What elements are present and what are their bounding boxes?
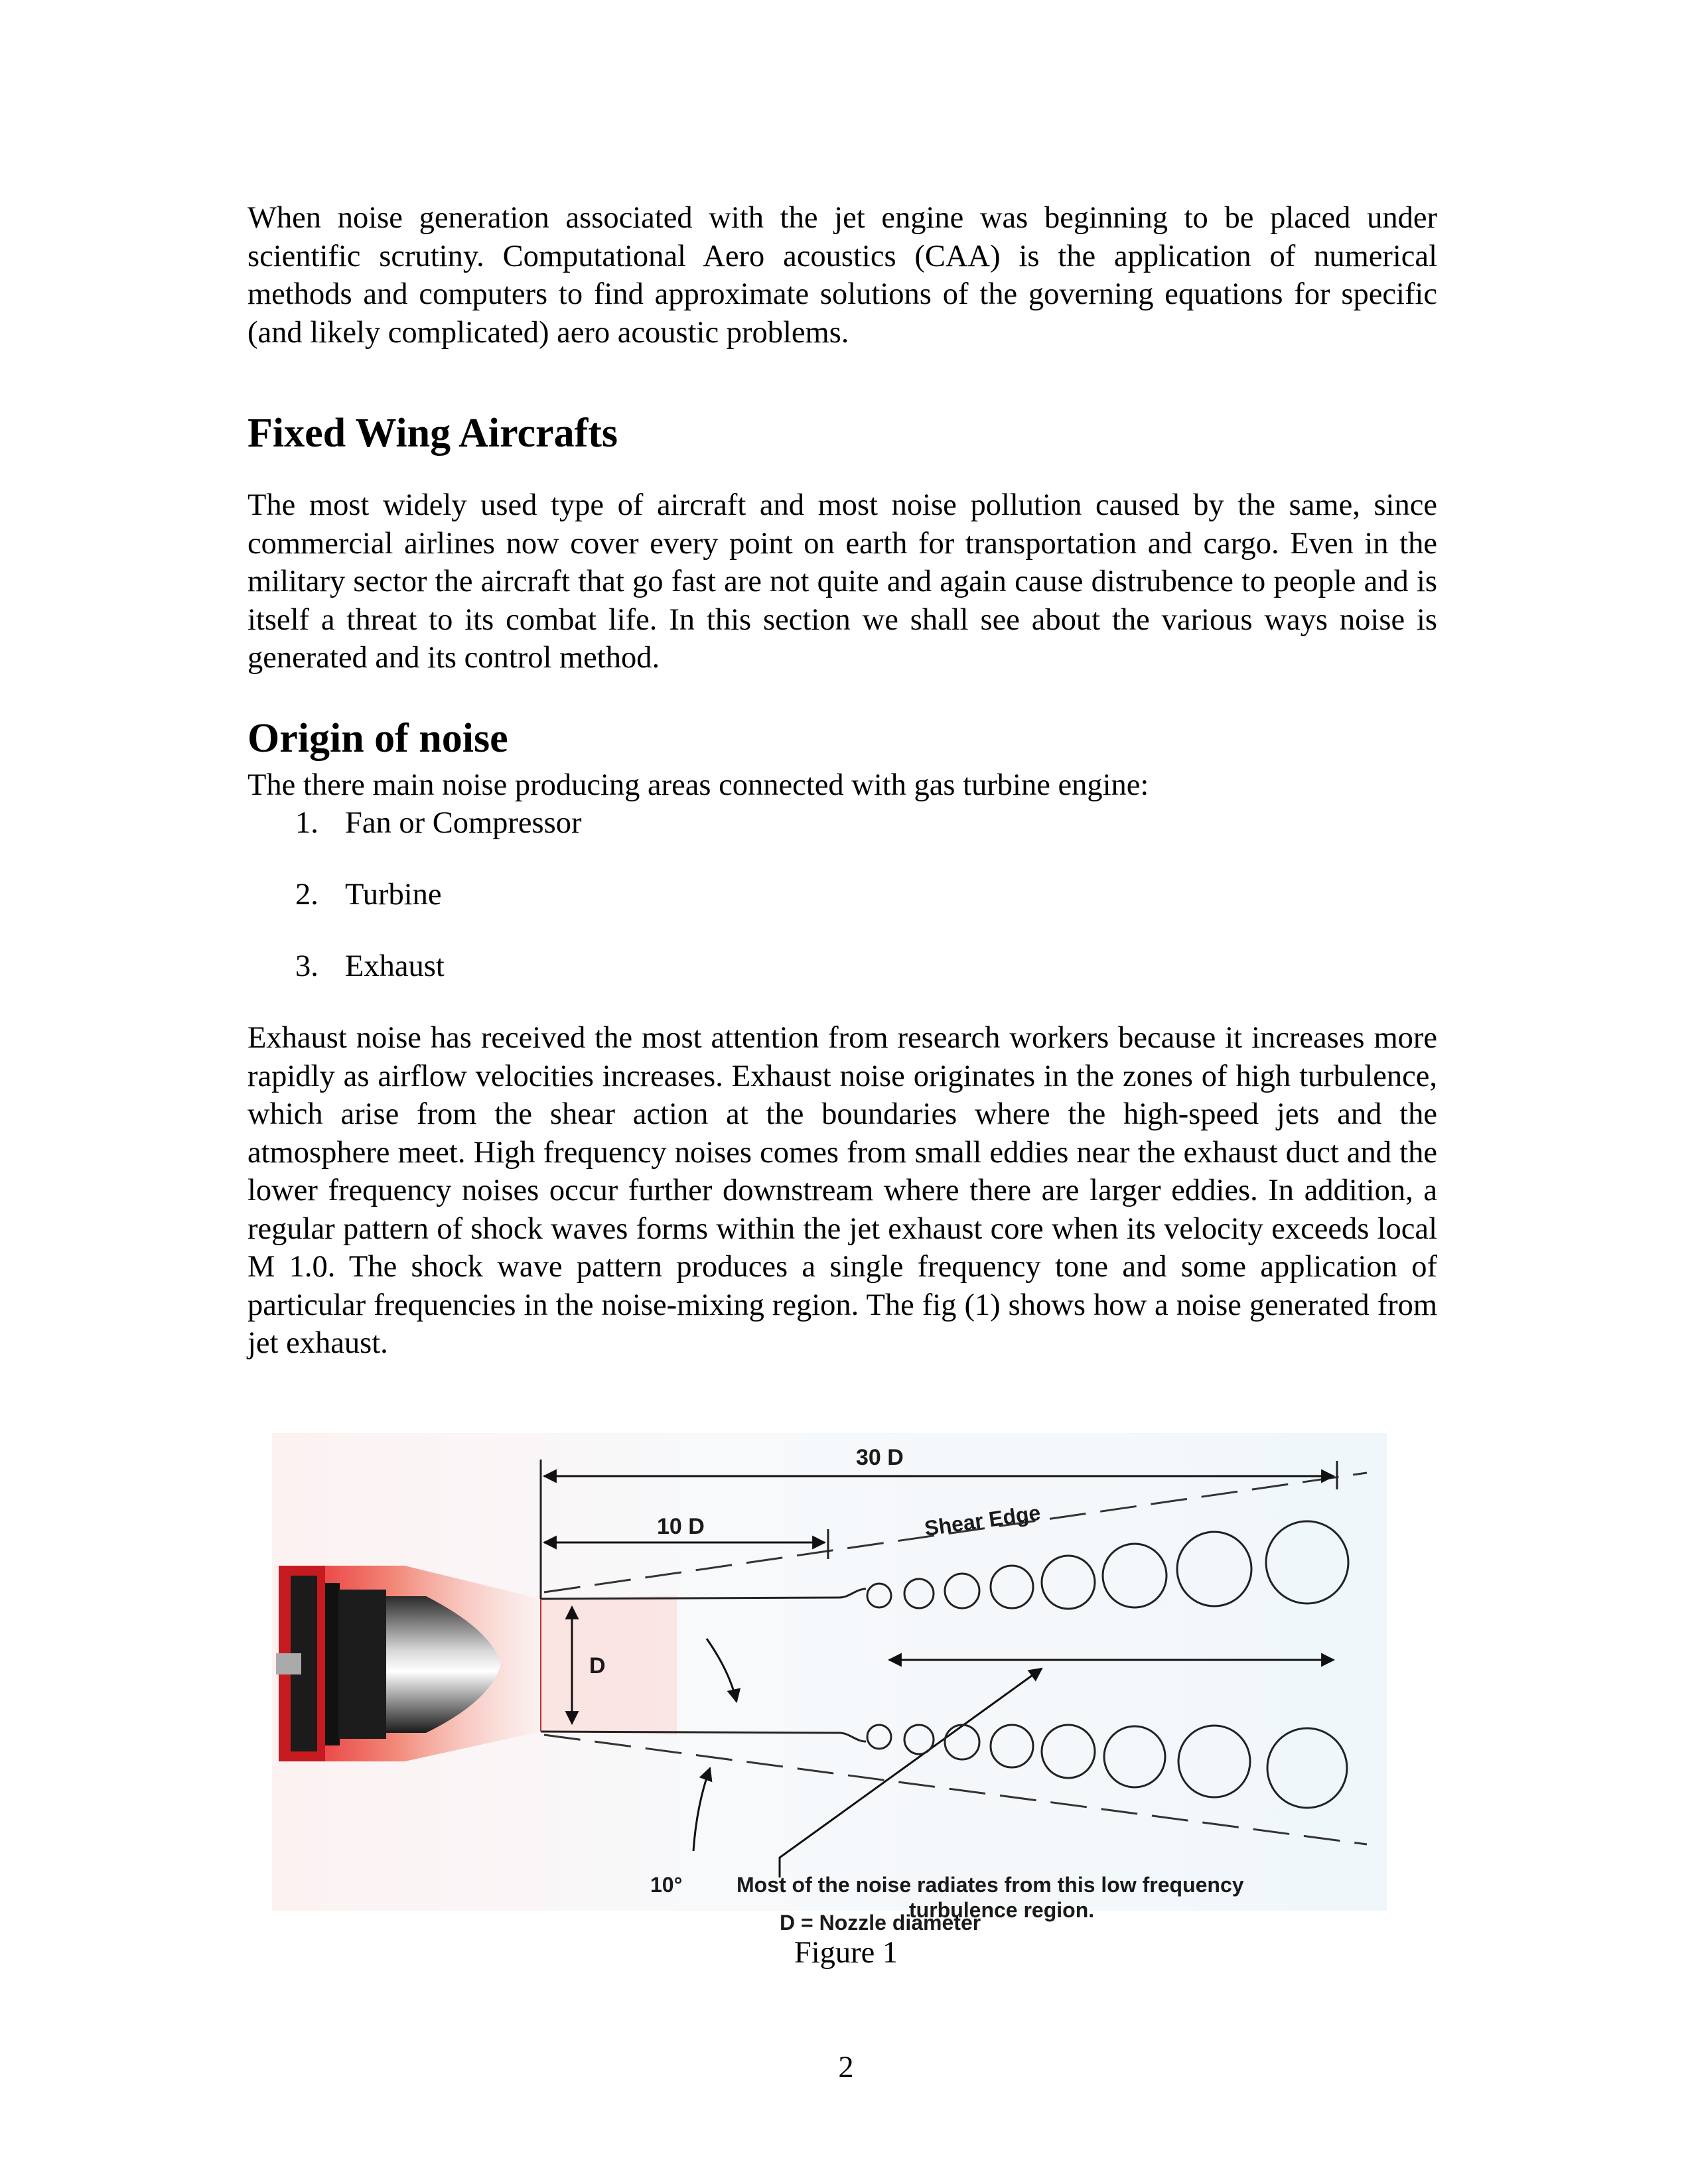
list-item-exhaust	[295, 947, 445, 986]
note-line-3: D = Nozzle diameter	[780, 1911, 981, 1935]
list-item-number: 1.	[295, 806, 318, 840]
list-item-number: 3.	[295, 949, 318, 983]
origin-intro-line: The there main noise producing areas connected with gas turbine engine:	[247, 768, 1149, 802]
label-shear-edge: Shear Edge	[922, 1500, 1042, 1540]
heading-origin-of-noise: Origin of noise	[247, 716, 508, 761]
exhaust-noise-paragraph: Exhaust noise has received the most attention from research workers because it increases more rapidly as airflow velocities increases. Exhaust noise originates in the zones of high turbulence, which arise from the shear action at the boundaries where the high-speed jets and the atmosphere meet. High frequency noises comes from small eddies near the exhaust duct and the lower frequency noises occur further downstream where there are larger eddies. In addition, a regular pattern of shock waves forms within the jet exhaust core when its velocity exceeds local M 1.0. The shock wave pattern produces a single frequency tone and some application of particular frequencies in the noise-mixing region. The fig (1) shows how a noise generated from jet exhaust.	[247, 1021, 1437, 1360]
note-line-1: Most of the noise radiates from this low frequency	[737, 1873, 1244, 1897]
label-angle: 10°	[650, 1873, 683, 1897]
fixed-wing-paragraph: The most widely used type of aircraft and most noise pollution caused by the same, since commercial airlines now cover every point on earth for transportation and cargo. Even in the military sector the aircraft that go fast are not quite and again cause distrubence to people and is itself a threat to its combat life. In this section we shall see about the various ways noise is generated and its control method.	[247, 488, 1437, 675]
list-item-label: Turbine	[345, 878, 442, 912]
intro-paragraph: When noise generation associated with the jet engine was beginning to be placed under scientific scrutiny. Computational Aero acoustics (CAA) is the application of numerical methods and computers to find approximate solutions of the governing equations for specific (and likely complicated) aero acoustic problems.	[247, 201, 1437, 350]
list-item-label: Fan or Compressor	[345, 806, 582, 840]
jet-exhaust-noise-diagram	[272, 1433, 1387, 1924]
list-item-fan-or-compressor	[295, 804, 581, 843]
page-number: 2	[838, 2051, 854, 2084]
note-line-2: turbulence region.	[909, 1898, 1095, 1922]
heading-fixed-wing-aircrafts: Fixed Wing Aircrafts	[247, 411, 618, 456]
label-d: D	[589, 1653, 606, 1678]
label-10d: 10 D	[657, 1514, 705, 1539]
figure-caption: Figure 1	[794, 1936, 898, 1970]
list-item-label: Exhaust	[345, 949, 445, 983]
label-30d: 30 D	[856, 1445, 904, 1470]
list-item-number: 2.	[295, 878, 318, 912]
list-item-turbine	[295, 876, 442, 914]
